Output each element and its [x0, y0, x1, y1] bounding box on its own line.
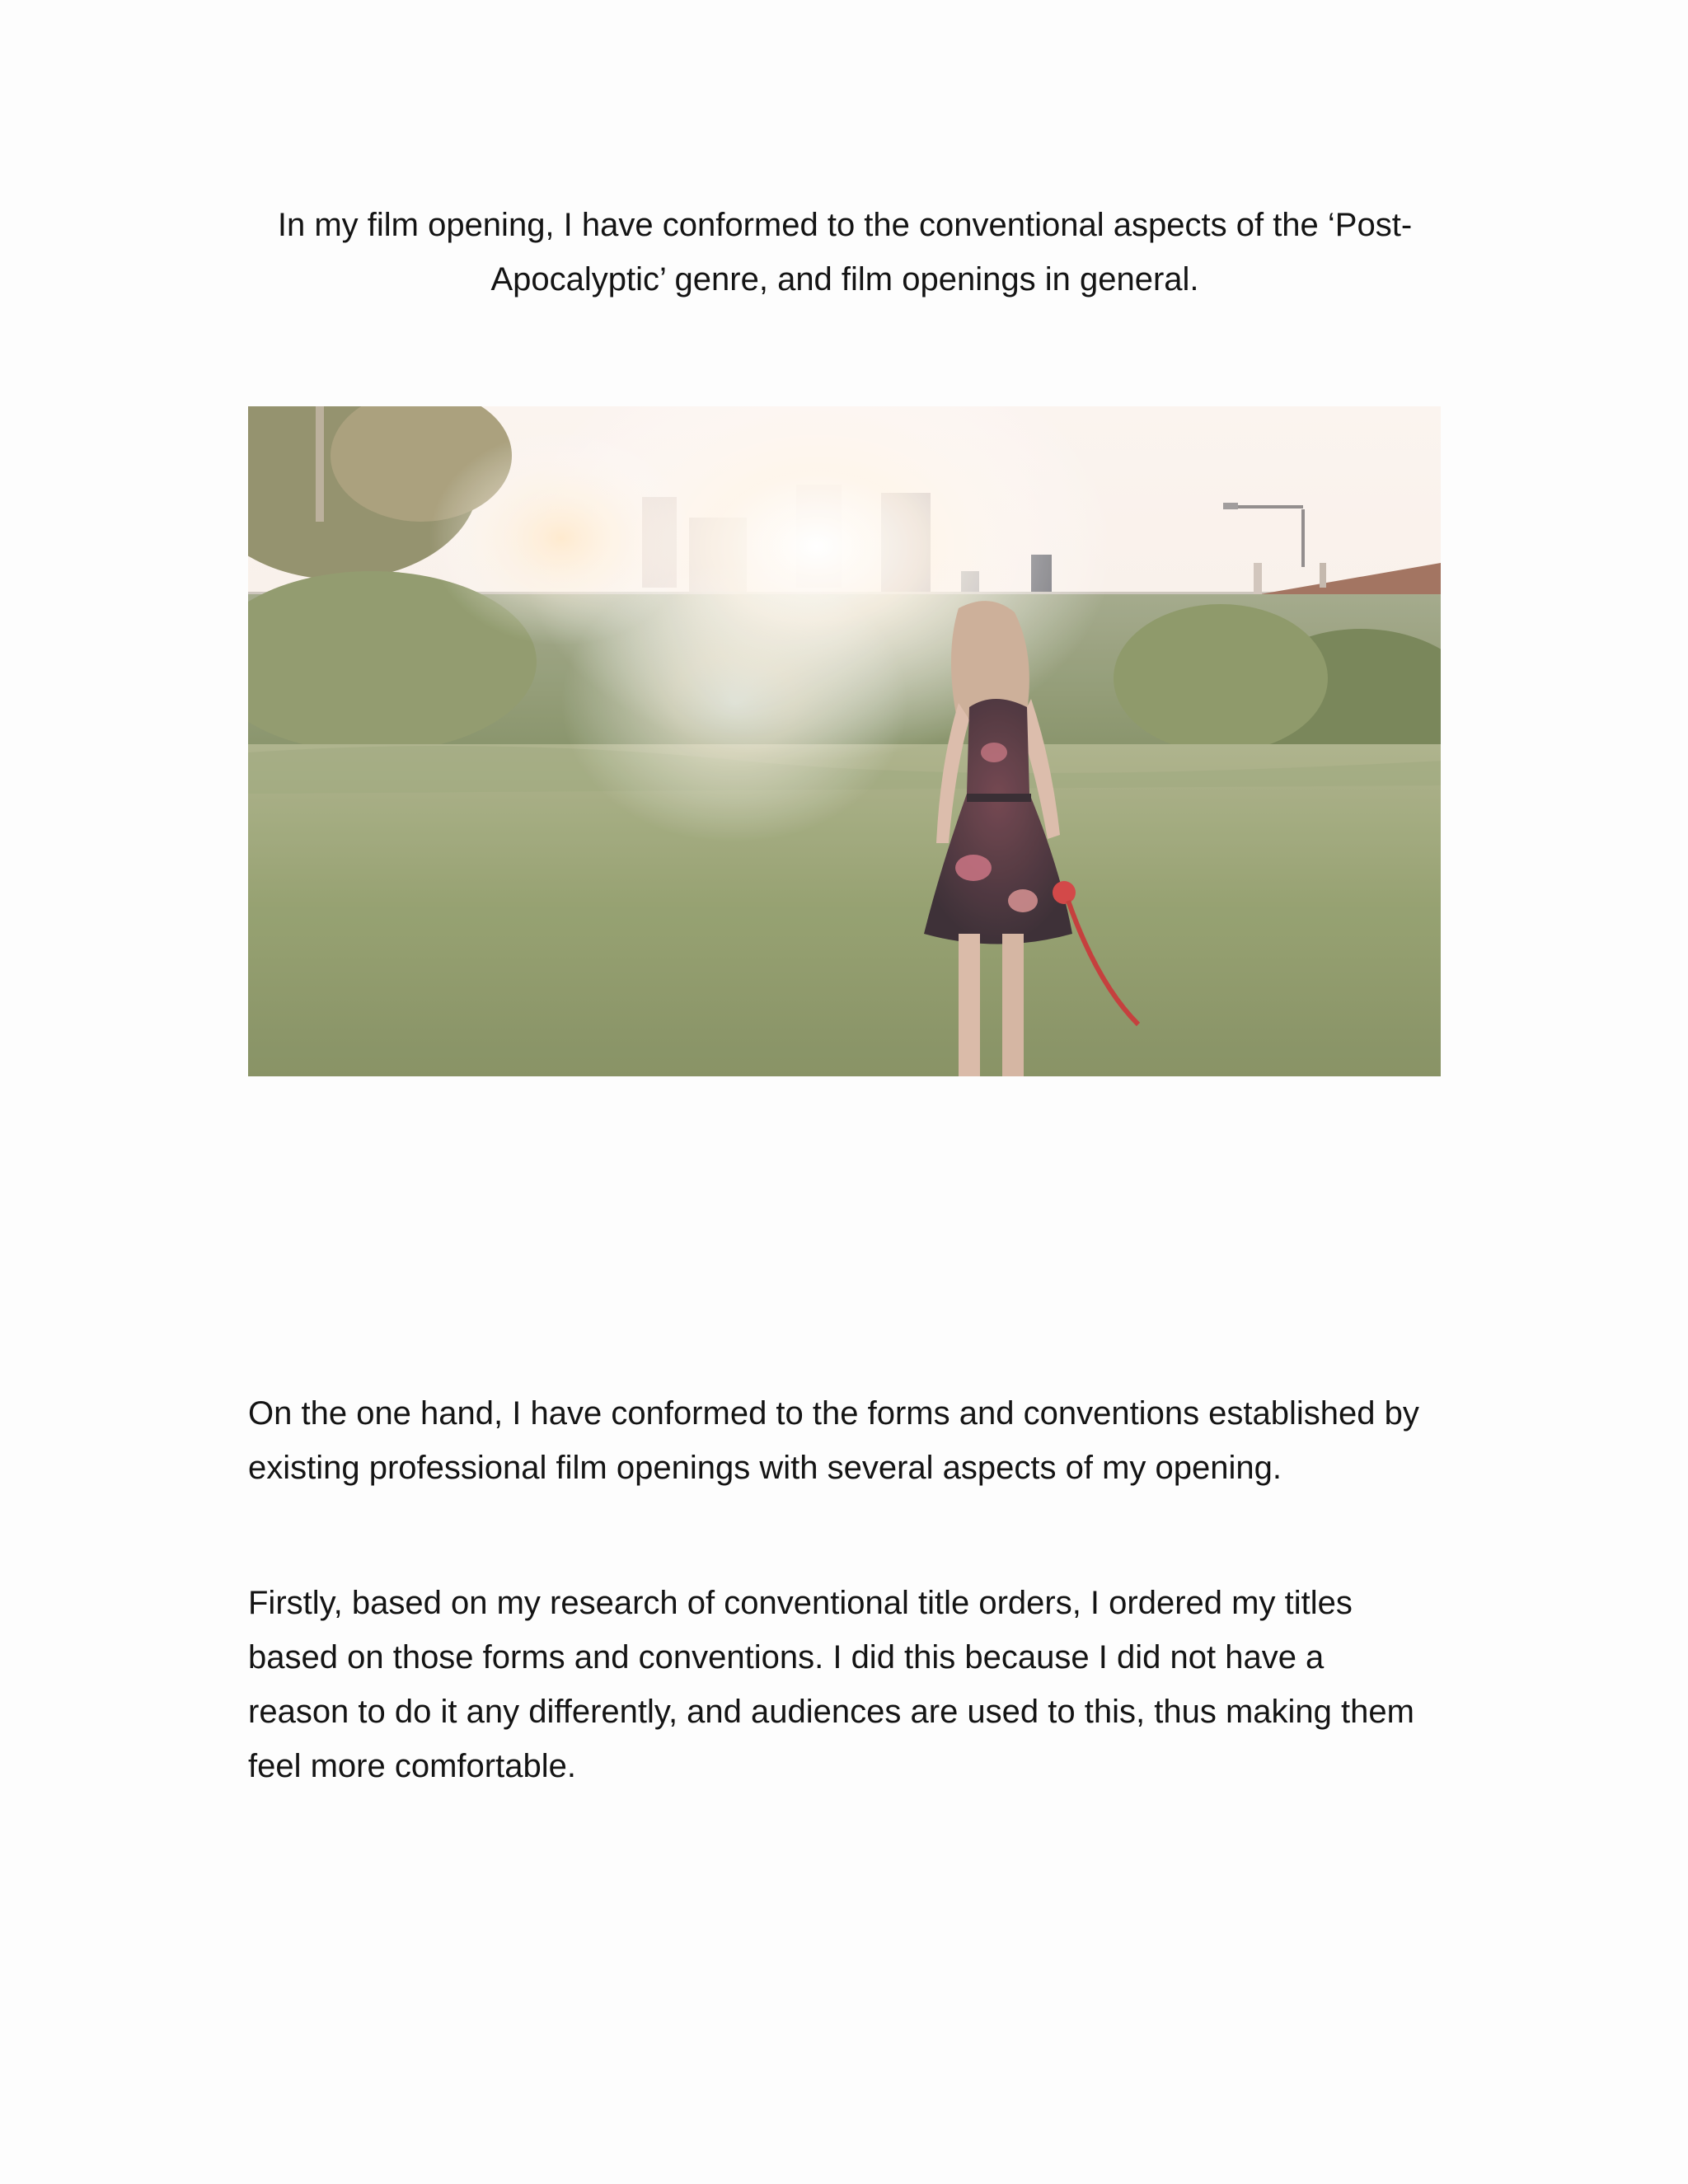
body-paragraph: On the one hand, I have conformed to the forms and conventions established by existing professional film openings with several aspects of my opening.	[248, 1395, 1419, 1486]
film-still-image	[248, 406, 1441, 1076]
body-paragraph: Firstly, based on my research of conventional title orders, I ordered my titles based on those forms and conventions. I did this because I did not have a reason to do it any differently, and audiences are used to this, thus making them feel more comfortable.	[248, 1585, 1414, 1784]
intro-paragraph: In my film opening, I have conformed to the conventional aspects of the ‘Post-Apocalyptic’ genre, and film openings in general.	[277, 207, 1413, 298]
